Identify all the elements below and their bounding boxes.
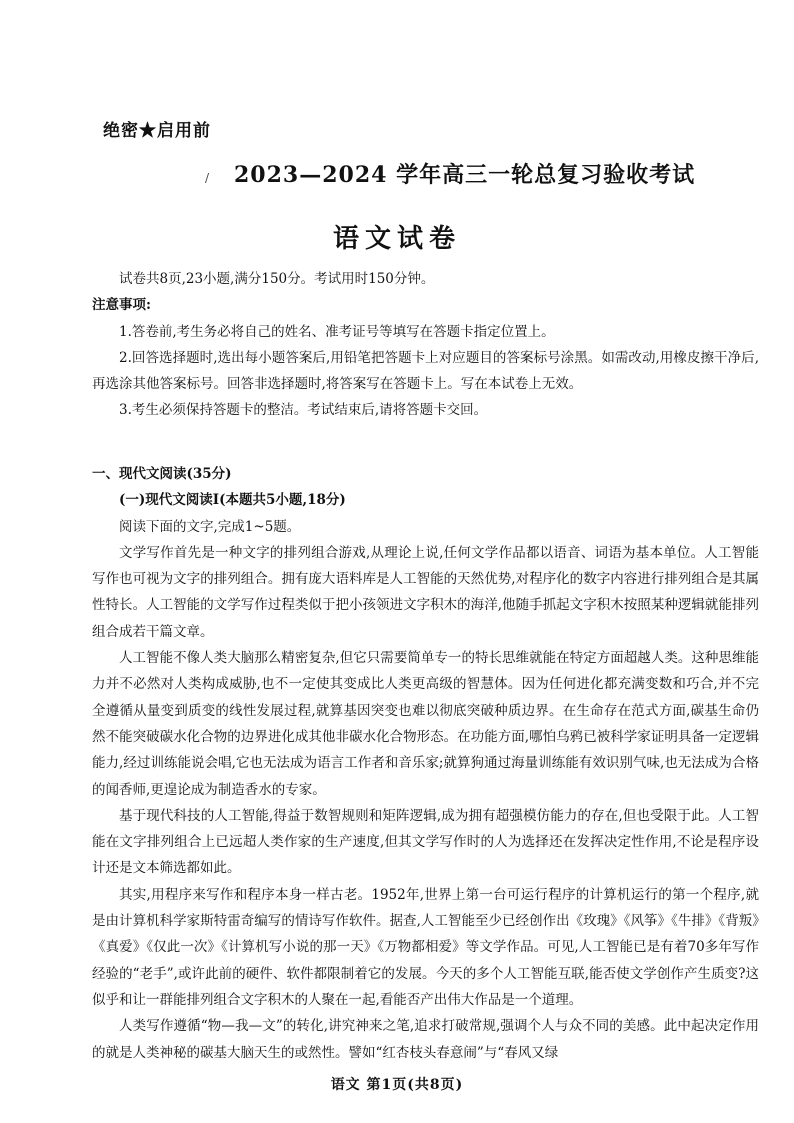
- page-footer: 语文 第1页(共8页): [330, 1077, 464, 1093]
- subject-title: 语文试卷: [332, 224, 461, 254]
- instructions-block: [92, 266, 759, 424]
- note-item: 3.考生必须保持答题卡的整洁。考试结束后,请将答题卡交回。: [119, 402, 488, 419]
- reading-section: [92, 461, 759, 1066]
- confidential-mark: 绝密★启用前: [103, 121, 211, 141]
- notes-title: 注意事项:: [92, 297, 151, 314]
- note-item: 1.答卷前,考生务必将自己的姓名、准考证号等填写在答题卡指定位置上。: [119, 323, 555, 340]
- passage-paragraph: 人工智能不像人类大脑那么精密复杂,但它只需要简单专一的特长思维就能在特定方面超越人类。这种思维能力并不必然对人类构成威胁,也不一定使其变成比人类更高级的智慧体。因为任何进化都充满变数和巧合,并不完全遵循从量变到质变的线性发展过程,就算基因突变也难以彻底突破种质边界。在生命存在范式方面,碳基生命仍然不能突破碳水化合物的边界进化成其他非碳水化合物形态。在功能方面,哪怕乌鸦已被科学家证明具备一定逻辑能力,经过训练能说会唱,它也无法成为语言工作者和音乐家;就算狗通过海量训练能有效识别气味,也无法成为合格的闻香师,更遑论成为制造香水的专家。: [92, 650, 759, 798]
- passage-paragraph: 基于现代科技的人工智能,得益于数智规则和矩阵逻辑,成为拥有超强模仿能力的存在,但也受限于此。人工智能在文字排列组合上已远超人类作家的生产速度,但其文学写作时的人为选择还在发挥决定性作用,不论是程序设计还是文本筛选都如此。: [92, 807, 759, 877]
- passage-paragraph: 人类写作遵循“物—我—文”的转化,讲究神来之笔,追求打破常规,强调个人与众不同的美感。此中起决定作用的就是人类神秘的碳基大脑天生的或然性。譬如“红杏枝头春意闹”与“春风又绿: [92, 1018, 759, 1061]
- corner-mark: /: [205, 171, 210, 185]
- exam-summary: 试卷共8页,23小题,满分150分。考试用时150分钟。: [119, 271, 435, 287]
- section-title: 一、现代文阅读(35分): [92, 466, 232, 482]
- note-item: 2.回答选择题时,选出每小题答案后,用铅笔把答题卡上对应题目的答案标号涂黑。如需改动,用橡皮擦干净后,再选涂其他答案标号。回答非选择题时,将答案写在答题卡上。写在本试卷上无效。: [92, 349, 759, 393]
- exam-title: 2023—2024 学年高三一轮总复习验收考试: [234, 162, 696, 188]
- passage-paragraph: 文学写作首先是一种文字的排列组合游戏,从理论上说,任何文学作品都以语音、词语为基本单位。人工智能写作也可视为文字的排列组合。拥有庞大语料库是人工智能的天然优势,对程序化的数字内容进行排列组合是其属性特长。人工智能的文学写作过程类似于把小孩领进文字积木的海洋,他随手抓起文字积木按照某种逻辑就能排列组合成若干篇文章。: [92, 544, 759, 640]
- subsection-title: (一)现代文阅读Ⅰ(本题共5小题,18分): [119, 492, 346, 509]
- reading-instruction: 阅读下面的文字,完成1~5题。: [119, 518, 301, 535]
- passage-paragraph: 其实,用程序来写作和程序本身一样古老。1952年,世界上第一台可运行程序的计算机运行的第一个程序,就是由计算机科学家斯特雷奇编写的情诗写作软件。据查,人工智能至少已经创作出《玫瑰》《风筝》《牛排》《背叛》《真爱》《仅此一次》《计算机写小说的那一天》《万物都相爱》等文学作品。可见,人工智能已是有着70多年写作经验的“老手”,或许此前的硬件、软件都限制着它的发展。今天的多个人工智能互联,能否使文学创作产生质变?这似乎和让一群能排列组合文字积木的人聚在一起,看能否产出伟大作品是一个道理。: [92, 886, 759, 1008]
